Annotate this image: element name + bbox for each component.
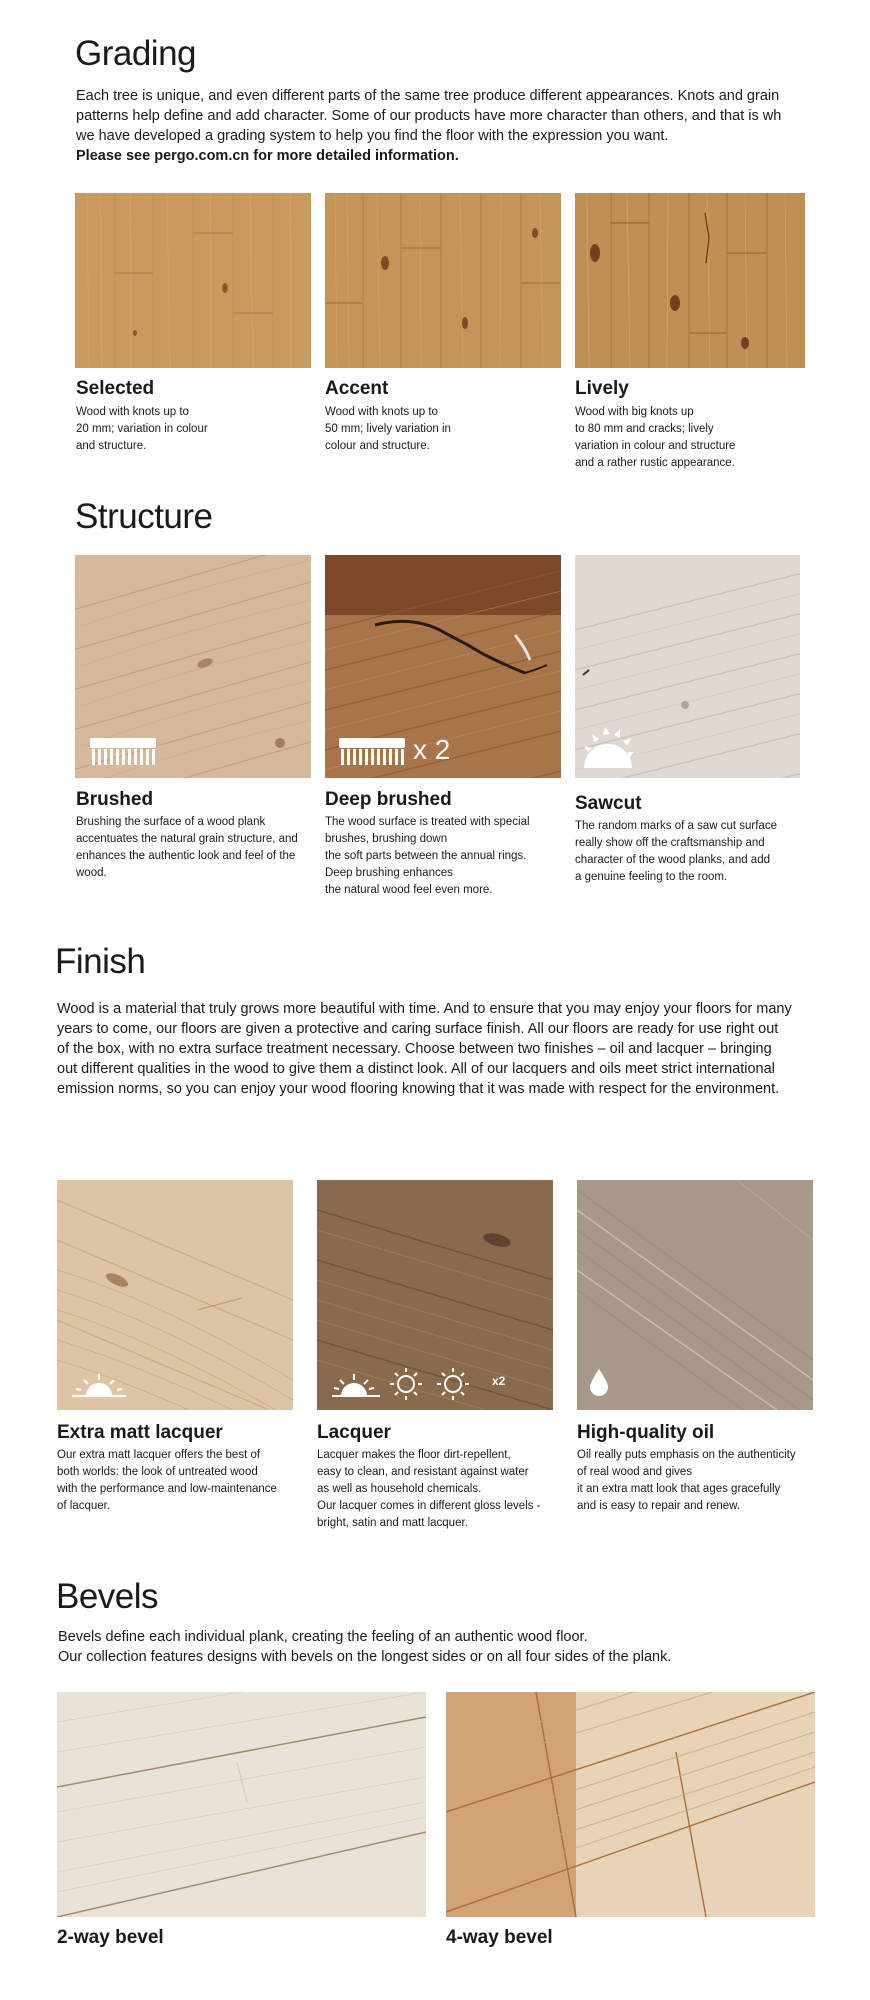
structure-title: Structure <box>75 497 213 536</box>
brushed-caption <box>76 789 316 882</box>
saw-blade-icon <box>582 722 634 770</box>
brushed-description <box>76 814 316 882</box>
description-line: Brushing the surface of a wood plank <box>76 816 266 828</box>
four-way-bevel-title: 4-way bevel <box>446 1927 553 1948</box>
finish-intro-line: of the box, with no extra surface treatment necessary. Choose between two finishes – oil and lacquer – bringing <box>57 1041 772 1057</box>
finish-intro-line: years to come, our floors are given a protective and caring surface finish. All our floors are ready for use right out <box>57 1021 779 1037</box>
description-line: The random marks of a saw cut surface <box>575 820 777 832</box>
high-quality-oil-caption <box>577 1422 827 1515</box>
description-line: Deep brushing enhances <box>325 867 453 879</box>
description-line: it an extra matt look that ages gracefully <box>577 1483 781 1495</box>
description-line: and structure. <box>76 440 147 452</box>
description-line: Wood with knots up to <box>325 406 438 418</box>
sun-gloss-icon <box>330 1366 490 1400</box>
grading-intro-line: patterns help define and add character. Some of our products have more character than others, and that is wh <box>76 108 782 124</box>
extra-matt-lacquer-caption <box>57 1422 302 1515</box>
sawcut-caption <box>575 793 815 886</box>
two-way-bevel-caption <box>57 1927 164 1949</box>
description-line: easy to clean, and resistant against water <box>317 1466 529 1478</box>
description-line: of real wood and gives <box>577 1466 693 1478</box>
selected-grade-caption <box>76 378 312 455</box>
finish-intro-line: emission norms, so you can enjoy your wood flooring knowing that it was made with respect for the environment. <box>57 1081 780 1097</box>
double-brush-badge: x 2 <box>413 734 451 765</box>
accent-grade-caption <box>325 378 561 455</box>
four-way-bevel-caption <box>446 1927 553 1949</box>
description-line: Wood with knots up to <box>76 406 189 418</box>
description-line: accentuates the natural grain structure, and <box>76 833 298 845</box>
description-line: to 80 mm and cracks; lively <box>575 423 714 435</box>
bevels-intro <box>58 1627 818 1667</box>
high-quality-oil-image <box>577 1180 813 1410</box>
description-line: the soft parts between the annual rings. <box>325 850 527 862</box>
grading-intro-link-note: Please see pergo.com.cn for more detailed information. <box>76 148 459 164</box>
extra-matt-lacquer-title: Extra matt lacquer <box>57 1422 223 1443</box>
lively-grade-description <box>575 404 811 472</box>
lacquer-caption <box>317 1422 562 1532</box>
description-line: wood. <box>76 867 107 879</box>
high-quality-oil-title: High-quality oil <box>577 1422 715 1443</box>
selected-grade-image <box>75 193 311 368</box>
accent-grade-description <box>325 404 561 455</box>
description-line: brushes, brushing down <box>325 833 448 845</box>
deep-brushed-description <box>325 814 565 899</box>
description-line: the natural wood feel even more. <box>325 884 493 896</box>
description-line: enhances the authentic look and feel of the <box>76 850 296 862</box>
grading-title: Grading <box>75 34 197 73</box>
lacquer-gloss-badge: x2 <box>492 1374 506 1388</box>
double-brush-icon <box>337 736 407 768</box>
description-line: and a rather rustic appearance. <box>575 457 735 469</box>
finish-intro <box>57 999 837 1099</box>
brush-icon <box>88 736 158 768</box>
four-way-bevel-image <box>446 1692 815 1917</box>
description-line: both worlds: the look of untreated wood <box>57 1466 258 1478</box>
description-line: bright, satin and matt lacquer. <box>317 1517 468 1529</box>
description-line: and is easy to repair and renew. <box>577 1500 741 1512</box>
accent-grade-image <box>325 193 561 368</box>
accent-grade-title: Accent <box>325 378 389 399</box>
description-line: colour and structure. <box>325 440 430 452</box>
sawcut-title: Sawcut <box>575 793 642 814</box>
lacquer-description <box>317 1447 562 1532</box>
extra-matt-lacquer-description <box>57 1447 302 1515</box>
finish-intro-line: Wood is a material that truly grows more beautiful with time. And to ensure that you may enjoy your floors for many <box>57 1001 792 1017</box>
description-line: Our lacquer comes in different gloss levels - <box>317 1500 541 1512</box>
selected-grade-title: Selected <box>76 378 155 399</box>
description-line: Wood with big knots up <box>575 406 694 418</box>
sunset-icon <box>70 1372 128 1398</box>
high-quality-oil-description <box>577 1447 827 1515</box>
lively-grade-caption <box>575 378 811 472</box>
bevels-intro-line: Bevels define each individual plank, creating the feeling of an authentic wood floor. <box>58 1629 588 1645</box>
description-line: 20 mm; variation in colour <box>76 423 208 435</box>
grading-intro-line: Each tree is unique, and even different parts of the same tree produce different appearances. Knots and grain <box>76 88 780 104</box>
bevels-title: Bevels <box>56 1577 159 1616</box>
lively-grade-title: Lively <box>575 378 629 399</box>
description-line: with the performance and low-maintenance <box>57 1483 277 1495</box>
description-line: Our extra matt lacquer offers the best of <box>57 1449 261 1461</box>
deep-brushed-caption <box>325 789 565 899</box>
description-line: Lacquer makes the floor dirt-repellent, <box>317 1449 511 1461</box>
grading-intro <box>76 86 806 166</box>
description-line: of lacquer. <box>57 1500 111 1512</box>
description-line: variation in colour and structure <box>575 440 736 452</box>
finish-title: Finish <box>55 942 146 981</box>
sawcut-description <box>575 818 815 886</box>
grading-intro-line: we have developed a grading system to help you find the floor with the expression you want. <box>76 128 669 144</box>
selected-grade-description <box>76 404 312 455</box>
two-way-bevel-title: 2-way bevel <box>57 1927 164 1948</box>
description-line: The wood surface is treated with special <box>325 816 530 828</box>
lively-grade-image <box>575 193 805 368</box>
two-way-bevel-image <box>57 1692 426 1917</box>
finish-intro-line: out different qualities in the wood to give them a distinct look. All of our lacquers and oils meet strict international <box>57 1061 775 1077</box>
deep-brushed-title: Deep brushed <box>325 789 452 810</box>
description-line: 50 mm; lively variation in <box>325 423 451 435</box>
description-line: as well as household chemicals. <box>317 1483 482 1495</box>
bevels-intro-line: Our collection features designs with bevels on the longest sides or on all four sides of the plank. <box>58 1649 672 1665</box>
description-line: a genuine feeling to the room. <box>575 871 728 883</box>
brushed-title: Brushed <box>76 789 154 810</box>
description-line: Oil really puts emphasis on the authenticity <box>577 1449 796 1461</box>
oil-drop-icon <box>589 1368 609 1396</box>
lacquer-title: Lacquer <box>317 1422 391 1443</box>
description-line: really show off the craftsmanship and <box>575 837 765 849</box>
description-line: character of the wood planks, and add <box>575 854 770 866</box>
